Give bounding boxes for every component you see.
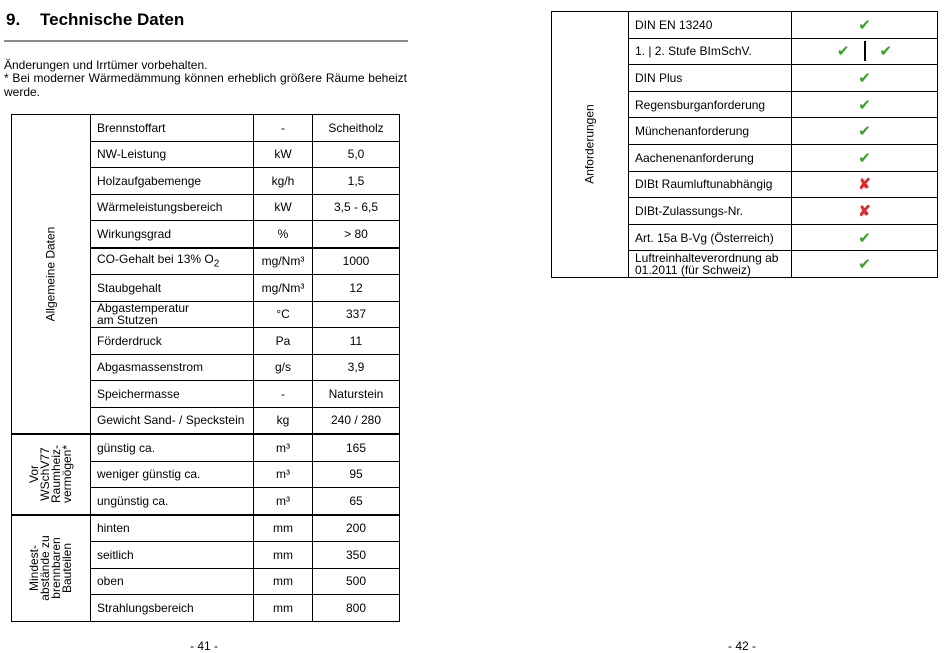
row-unit: g/s <box>254 354 313 381</box>
row-unit: kW <box>254 194 313 221</box>
group-label: Allgemeine Daten <box>43 226 58 322</box>
row-label: Förderdruck <box>91 328 254 355</box>
table-row <box>552 12 938 39</box>
row-label: DIN EN 13240 <box>629 12 792 39</box>
row-unit: mm <box>254 568 313 595</box>
row-label: ungünstig ca. <box>91 488 254 515</box>
check-icon: ✔ <box>858 256 871 274</box>
technical-data-table <box>11 114 400 622</box>
row-label: DIN Plus <box>629 65 792 92</box>
check-icon: ✔ <box>858 229 871 247</box>
row-unit: mm <box>254 515 313 542</box>
row-label: NW-Leistung <box>91 141 254 168</box>
row-value: 3,5 - 6,5 <box>313 194 400 221</box>
row-label: hinten <box>91 515 254 542</box>
row-unit: mm <box>254 542 313 569</box>
requirements-table <box>551 11 938 278</box>
row-label: Abgasmassenstrom <box>91 354 254 381</box>
row-label: Gewicht Sand- / Speckstein <box>91 407 254 434</box>
row-status <box>792 65 938 92</box>
row-label: Aachenenanforderung <box>629 144 792 171</box>
row-label: Wirkungsgrad <box>91 221 254 248</box>
row-unit: m³ <box>254 434 313 461</box>
row-label-line1: Luftreinhalteverordnung ab <box>635 251 779 266</box>
row-unit: kg <box>254 407 313 434</box>
check-icon: ✔ <box>858 149 871 167</box>
row-status <box>792 144 938 171</box>
row-unit: mg/Nm³ <box>254 248 313 275</box>
group-heating-capacity <box>12 434 91 515</box>
row-value: 1000 <box>313 248 400 275</box>
row-value: Scheitholz <box>313 115 400 142</box>
row-label: oben <box>91 568 254 595</box>
row-value: 65 <box>313 488 400 515</box>
section-title: Technische Daten <box>40 10 185 29</box>
row-label: Wärmeleistungsbereich <box>91 194 254 221</box>
row-label: DIBt Raumluftunabhängig <box>629 171 792 198</box>
row-status <box>792 171 938 198</box>
section-number: 9. <box>6 10 21 29</box>
group-label: Vor WSchV77 Raumheiz- vermögen* <box>27 445 74 504</box>
row-unit: Pa <box>254 328 313 355</box>
row-status <box>792 198 938 225</box>
table-row <box>12 115 400 142</box>
heading-divider <box>4 40 408 42</box>
row-label: Strahlungsbereich <box>91 595 254 622</box>
check-icon: ✔ <box>858 96 871 114</box>
row-label: DIBt-Zulassungs-Nr. <box>629 198 792 225</box>
check-icon: ✔ <box>858 123 871 141</box>
row-label-line2: am Stutzen <box>97 313 158 328</box>
group-min-clearances <box>12 515 91 622</box>
row-label: Speichermasse <box>91 381 254 408</box>
page-number-right: - 42 - <box>728 639 757 653</box>
check-icon: ✔ <box>858 16 871 34</box>
row-unit: mm <box>254 595 313 622</box>
row-status <box>792 12 938 39</box>
row-label: weniger günstig ca. <box>91 461 254 488</box>
row-value: 500 <box>313 568 400 595</box>
row-label: günstig ca. <box>91 434 254 461</box>
row-unit: - <box>254 115 313 142</box>
row-status <box>792 91 938 118</box>
row-value: 337 <box>313 301 400 328</box>
group-label: Anforderungen <box>582 104 597 185</box>
table-row <box>12 434 400 461</box>
row-label: seitlich <box>91 542 254 569</box>
section-heading <box>6 10 184 30</box>
group-requirements <box>552 12 629 278</box>
row-label-text: CO-Gehalt bei 13% O <box>97 251 214 266</box>
row-unit: °C <box>254 301 313 328</box>
row-unit: kW <box>254 141 313 168</box>
row-value: 3,9 <box>313 354 400 381</box>
row-unit: m³ <box>254 488 313 515</box>
row-label-line2: 01.2011 (für Schweiz) <box>635 263 751 278</box>
row-value: 95 <box>313 461 400 488</box>
row-label: Holzaufgabemenge <box>91 168 254 195</box>
row-unit: - <box>254 381 313 408</box>
check-icon: ✔ <box>858 69 871 87</box>
row-label: Regensburganforderung <box>629 91 792 118</box>
row-value: 11 <box>313 328 400 355</box>
row-value: 800 <box>313 595 400 622</box>
disclaimer-note: Änderungen und Irrtümer vorbehalten. <box>4 58 208 72</box>
row-unit: mg/Nm³ <box>254 275 313 302</box>
row-status <box>792 224 938 251</box>
row-label <box>91 248 254 275</box>
row-label <box>91 301 254 328</box>
divider-bar <box>864 41 866 61</box>
row-value: 5,0 <box>313 141 400 168</box>
row-value: Naturstein <box>313 381 400 408</box>
row-label: 1. | 2. Stufe BImSchV. <box>629 38 792 65</box>
row-value: 12 <box>313 275 400 302</box>
table-row <box>12 515 400 542</box>
row-label: Brennstoffart <box>91 115 254 142</box>
row-unit: kg/h <box>254 168 313 195</box>
check-icon: ✔ <box>836 43 850 61</box>
insulation-note: * Bei moderner Wärmedämmung können erheblich größere Räume beheizt werde. <box>4 71 407 99</box>
check-icon: ✔ <box>879 43 893 61</box>
row-label: Art. 15a B-Vg (Österreich) <box>629 224 792 251</box>
row-value: > 80 <box>313 221 400 248</box>
group-general-data <box>12 115 91 435</box>
row-value: 350 <box>313 542 400 569</box>
row-label: Münchenanforderung <box>629 118 792 145</box>
group-label: Mindest- abstände zu brennbaren Bauteilen <box>27 535 74 601</box>
row-value: 165 <box>313 434 400 461</box>
row-value: 240 / 280 <box>313 407 400 434</box>
row-label-subscript: 2 <box>213 257 220 269</box>
cross-icon: ✘ <box>858 202 871 220</box>
row-label-line1: Abgastemperatur <box>97 301 190 316</box>
row-status <box>792 251 938 278</box>
row-status <box>792 38 938 65</box>
cross-icon: ✘ <box>858 176 871 194</box>
row-value: 200 <box>313 515 400 542</box>
row-value: 1,5 <box>313 168 400 195</box>
row-label: Staubgehalt <box>91 275 254 302</box>
row-unit: m³ <box>254 461 313 488</box>
page-number-left: - 41 - <box>190 639 219 653</box>
row-status <box>792 118 938 145</box>
row-label <box>629 251 792 278</box>
row-unit: % <box>254 221 313 248</box>
